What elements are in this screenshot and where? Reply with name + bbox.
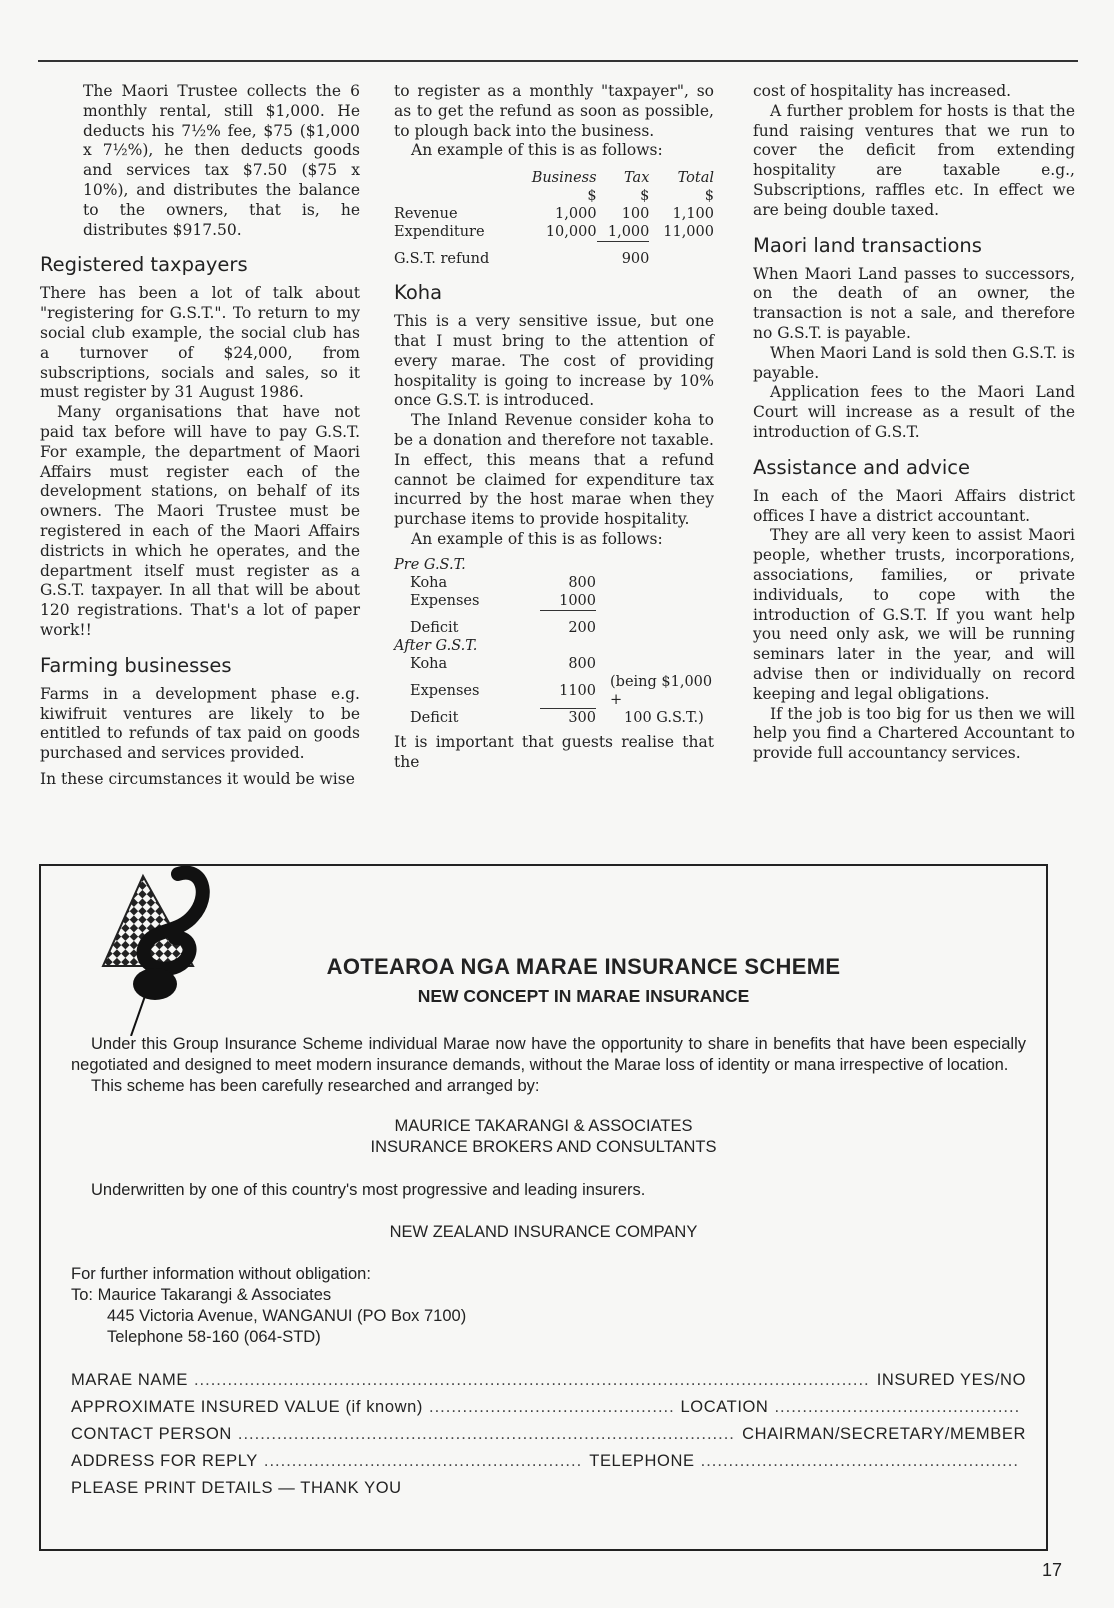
cell-total: 1,100 bbox=[672, 206, 714, 223]
cell-tax: 100 bbox=[621, 206, 650, 223]
row-label: Koha bbox=[410, 574, 448, 591]
col1-para-4: Farms in a development phase e.g. kiwifruit ventures are likely to be entitled to refunds of tax paid on goods purchased and services provided. bbox=[40, 684, 360, 763]
table-row bbox=[394, 592, 714, 611]
field-label-marae-name: MARAE NAME bbox=[71, 1371, 188, 1389]
col-head-total: Total bbox=[677, 170, 714, 187]
heading-farming-businesses: Farming businesses bbox=[40, 653, 232, 677]
koha-table bbox=[394, 556, 714, 728]
row-label: Revenue bbox=[394, 206, 458, 223]
col3-para-3: When Maori Land passes to successors, on the death of an owner, the transaction is not a sale, and therefore no G.S.T. is payable. bbox=[753, 264, 1075, 342]
col1-para-5: In these circumstances it would be wise bbox=[40, 769, 355, 788]
col-head-tax: Tax bbox=[624, 170, 650, 187]
form-row-marae-name bbox=[71, 1370, 1026, 1391]
heading-maori-land-transactions: Maori land transactions bbox=[753, 233, 982, 257]
cell-value: 200 bbox=[568, 619, 596, 636]
cell-business: 10,000 bbox=[545, 224, 597, 241]
col2-para-6: It is important that guests realise that the bbox=[394, 733, 714, 772]
cell-value: 1100 bbox=[540, 673, 596, 709]
table-row bbox=[394, 250, 714, 268]
marae-logo-icon bbox=[83, 856, 213, 1036]
col1-para-1: The Maori Trustee collects the 6 monthly rental, still $1,000. He deducts his 7½% fee, $75 ($1,000 x 7½%), he then deducts goods and services tax $7.50 ($75 x 10%), and distributes the balance to the owners, that is, he distributes $917.50. bbox=[83, 82, 360, 239]
col3-para-8: If the job is too big for us then we will help you find a Chartered Accountant to provide full accountancy services. bbox=[753, 704, 1075, 763]
table-row bbox=[394, 673, 714, 709]
col1-para-2: There has been a lot of talk about "registering for G.S.T.". To return to my social club example, the social club has a turnover of $24,000, from subscriptions, socials and sales, so it must register by 31 August 1986. bbox=[40, 284, 360, 402]
ad-subtitle: NEW CONCEPT IN MARAE INSURANCE bbox=[417, 986, 750, 1006]
marae-name-field[interactable] bbox=[194, 1370, 871, 1391]
table-row bbox=[394, 655, 714, 673]
field-label-role: CHAIRMAN/SECRETARY/MEMBER bbox=[742, 1425, 1026, 1443]
broker-name: MAURICE TAKARANGI & ASSOCIATES bbox=[394, 1117, 693, 1135]
cell-business: 1,000 bbox=[555, 206, 597, 223]
table-row bbox=[394, 223, 714, 242]
form-row-print bbox=[71, 1478, 1026, 1499]
cell-total: 11,000 bbox=[663, 224, 714, 241]
table-row bbox=[394, 574, 714, 592]
column-2 bbox=[394, 82, 714, 773]
after-gst-label: After G.S.T. bbox=[394, 637, 478, 654]
row-label: Koha bbox=[410, 655, 448, 672]
unit-tax: $ bbox=[640, 188, 650, 205]
further-info: For further information without obligation: bbox=[71, 1265, 371, 1283]
col2-para-5: An example of this is as follows: bbox=[411, 529, 663, 548]
print-details-note: PLEASE PRINT DETAILS — THANK YOU bbox=[71, 1479, 402, 1497]
col3-para-2: A further problem for hosts is that the fund raising ventures that we run to cover the deficit from extending hospitality are taxable e.g., Subscriptions, raffles etc. In effect we are being double taxed. bbox=[753, 101, 1075, 219]
form-row-address bbox=[71, 1451, 1026, 1472]
col3-para-4: When Maori Land is sold then G.S.T. is payable. bbox=[753, 343, 1075, 382]
form-row-value bbox=[71, 1397, 1026, 1418]
row-label: Expenses bbox=[410, 593, 480, 609]
telephone-field[interactable] bbox=[701, 1451, 1020, 1472]
insurer-name: NEW ZEALAND INSURANCE COMPANY bbox=[389, 1223, 698, 1241]
insured-value-field[interactable] bbox=[429, 1397, 675, 1418]
col3-para-1: cost of hospitality has increased. bbox=[753, 82, 1012, 100]
col2-para-1: to register as a monthly "taxpayer", so as to get the refund as soon as possible, to plough back into the business. bbox=[394, 82, 714, 140]
contact-person-field[interactable] bbox=[238, 1424, 736, 1445]
expense-note-2: 100 G.S.T.) bbox=[624, 709, 704, 726]
col2-para-3: This is a very sensitive issue, but one that I must bring to the attention of every marae. The cost of providing hospitality is going to increase by 10% once G.S.T. is introduced. bbox=[394, 312, 714, 410]
ad-intro-2: This scheme has been carefully researched and arranged by: bbox=[91, 1077, 540, 1095]
table-row bbox=[394, 205, 714, 223]
cell-value: 1000 bbox=[540, 592, 596, 611]
insurance-advertisement bbox=[39, 864, 1048, 1551]
unit-total: $ bbox=[704, 188, 714, 205]
heading-assistance-advice: Assistance and advice bbox=[753, 455, 970, 479]
expense-note-1: (being $1,000 + bbox=[610, 673, 713, 708]
col-head-business: Business bbox=[531, 170, 597, 187]
refund-value: 900 bbox=[621, 251, 650, 268]
cell-value: 300 bbox=[568, 710, 596, 727]
field-label-value: APPROXIMATE INSURED VALUE (if known) bbox=[71, 1398, 423, 1416]
col2-para-2: An example of this is as follows: bbox=[411, 141, 663, 160]
form-row-contact bbox=[71, 1424, 1026, 1445]
unit-business: $ bbox=[587, 188, 597, 205]
row-label: Expenditure bbox=[394, 224, 485, 241]
contact-phone: Telephone 58-160 (064-STD) bbox=[107, 1328, 321, 1346]
cell-value: 800 bbox=[568, 574, 596, 591]
contact-to: To: Maurice Takarangi & Associates bbox=[71, 1286, 332, 1304]
column-3 bbox=[753, 82, 1075, 764]
col3-para-6: In each of the Maori Affairs district offices I have a district accountant. bbox=[753, 486, 1075, 525]
field-label-location: LOCATION bbox=[680, 1398, 769, 1416]
row-label: Expenses bbox=[410, 682, 480, 699]
gst-refund-table bbox=[394, 169, 714, 268]
pre-gst-label: Pre G.S.T. bbox=[394, 556, 466, 573]
location-field[interactable] bbox=[774, 1397, 1020, 1418]
underwritten-text: Underwritten by one of this country's most progressive and leading insurers. bbox=[91, 1181, 646, 1199]
row-label: Deficit bbox=[410, 619, 459, 636]
field-label-insured: INSURED YES/NO bbox=[876, 1371, 1026, 1389]
field-label-telephone: TELEPHONE bbox=[589, 1452, 695, 1470]
cell-value: 800 bbox=[568, 655, 596, 672]
top-rule bbox=[38, 60, 1078, 62]
col2-para-4: The Inland Revenue consider koha to be a donation and therefore not taxable. In effect, this means that a refund cannot be claimed for expenditure tax incurred by the host marae when they purchase items to provide hospitality. bbox=[394, 411, 714, 529]
ad-intro bbox=[71, 1034, 1026, 1097]
cell-tax: 1,000 bbox=[597, 223, 650, 242]
ad-intro-1: Under this Group Insurance Scheme individual Marae now have the opportunity to share in benefits that have been especially negotiated and designed to meet modern insurance demands, without the Marae loss of identity or mana irrespective of location. bbox=[71, 1035, 1026, 1074]
reply-address-field[interactable] bbox=[264, 1451, 583, 1472]
col1-para-3: Many organisations that have not paid tax before will have to pay G.S.T. For example, the department of Maori Affairs must register each of the development stations, on behalf of its owners. The Maori Trustee must be registered in each of the Maori Affairs districts in which he operates, and the department itself must register as a G.S.T. taxpayer. In all that will be about 120 registrations. That's a lot of paper work!! bbox=[40, 403, 360, 639]
col3-para-7: They are all very keen to assist Maori people, whether trusts, incorporations, associations, families, or private individuals, to cope with the introduction of G.S.T. If you want help you need only ask, we will be running seminars later in the year, and will advise then or individually on record keeping and legal obligations. bbox=[753, 526, 1075, 703]
column-1 bbox=[40, 82, 360, 790]
field-label-reply: ADDRESS FOR REPLY bbox=[71, 1452, 258, 1470]
heading-koha: Koha bbox=[394, 281, 443, 305]
row-label: Deficit bbox=[410, 710, 459, 726]
field-label-contact: CONTACT PERSON bbox=[71, 1425, 232, 1443]
ad-title: AOTEAROA NGA MARAE INSURANCE SCHEME bbox=[326, 954, 841, 979]
col3-para-5: Application fees to the Maori Land Court will increase as a result of the introduction of G.S.T. bbox=[753, 383, 1075, 441]
table-row bbox=[394, 619, 714, 637]
contact-address: 445 Victoria Avenue, WANGANUI (PO Box 7100) bbox=[107, 1307, 467, 1325]
heading-registered-taxpayers: Registered taxpayers bbox=[40, 253, 248, 277]
refund-label: G.S.T. refund bbox=[394, 251, 490, 268]
page-number: 17 bbox=[1041, 1560, 1062, 1580]
broker-type: INSURANCE BROKERS AND CONSULTANTS bbox=[370, 1138, 717, 1156]
